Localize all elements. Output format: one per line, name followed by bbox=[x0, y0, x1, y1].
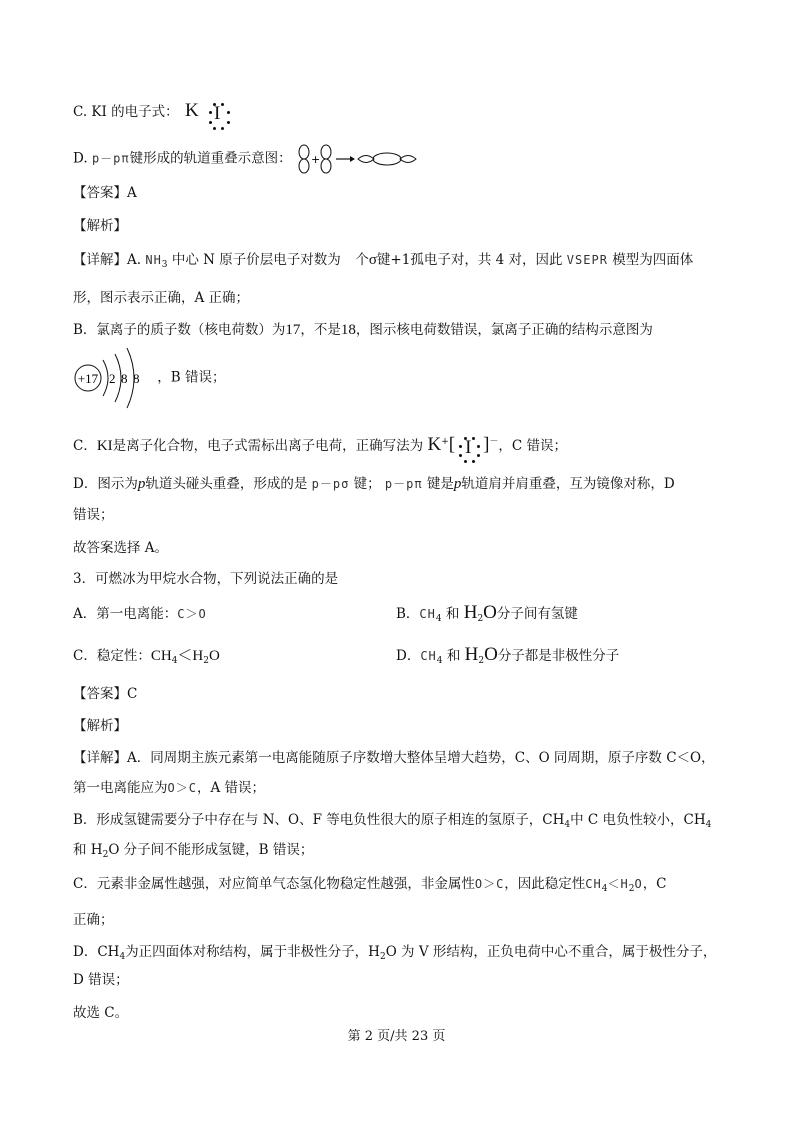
detail-2-i: D 错误； bbox=[73, 972, 129, 988]
detail-2-f: C．元素非金属性越强，对应简单气态氢化物稳定性越强，非金属性O＞C，因此稳定性$CH_4<H_2O$，C bbox=[73, 876, 667, 894]
option-a: A．第一电离能：C＞O bbox=[73, 606, 207, 622]
option-b: B．$CH_4$ 和 $H_2O$分子间有氢键 bbox=[396, 602, 578, 624]
detail-2-e: 和 $H_2O$ 分子间不能形成氢键，B 错误； bbox=[73, 842, 314, 860]
detail-2-d: B．形成氢键需要分子中存在与 N、O、F 等电负性很大的原子相连的氢原子，$CH_4$中 C 电负性较小，$CH_4$ bbox=[73, 812, 712, 830]
conclusion-1: 故答案选择 A。 bbox=[73, 540, 169, 556]
detail-2-a: 【详解】A．同周期主族元素第一电离能随原子序数增大整体呈增大趋势，C、O 同周期，原子序数 C＜O， bbox=[73, 750, 715, 766]
option-c-ki-line bbox=[73, 100, 233, 122]
svg-text:2: 2 bbox=[109, 371, 116, 386]
answer-2: 【答案】C bbox=[73, 686, 138, 702]
question-3: 3．可燃冰为甲烷水合物，下列说法正确的是 bbox=[73, 571, 339, 587]
i-symbol: I bbox=[213, 103, 221, 124]
option-c-text: C. KI 的电子式： bbox=[73, 104, 179, 120]
chloride-structure-line: +17 2 8 8 ，B 错误； bbox=[73, 346, 226, 410]
detail-2-b: 第一电离能应为O＞C，A 错误； bbox=[73, 780, 265, 796]
detail-2-h: D．$CH_4$为正四面体对称结构，属于非极性分子，$H_2O$ 为 V 形结构，正负电荷中心不重合，属于极性分子， bbox=[73, 944, 717, 962]
conclusion-2: 故选 C。 bbox=[73, 1005, 129, 1021]
answer-1: 【答案】A bbox=[73, 185, 137, 201]
nucleus-label: +17 bbox=[77, 371, 99, 386]
k-plus-i-minus-formula: K+[ I ]－ bbox=[427, 434, 498, 456]
k-symbol: K bbox=[184, 100, 199, 121]
c-explanation: C．KI是离子化合物，电子式需标出离子电荷，正确写法为 K+[ I ]－，C 错误； bbox=[73, 434, 567, 456]
detail-2-g: 正确； bbox=[73, 912, 114, 928]
d-explanation-cont: 错误； bbox=[73, 507, 114, 523]
svg-text:8: 8 bbox=[121, 371, 128, 386]
ki-electron-formula bbox=[185, 100, 233, 122]
analysis-1: 【解析】 bbox=[73, 218, 127, 234]
analysis-2: 【解析】 bbox=[73, 718, 127, 734]
option-d: D．$CH_4$ 和 $H_2O$分子都是非极性分子 bbox=[396, 644, 620, 666]
d-explanation: D．图示为p轨道头碰头重叠，形成的是 p－pσ 键； p－pπ 键是p轨道肩并肩重叠，互为镜像对称，D bbox=[73, 476, 675, 492]
detail-1-line: 【详解】A. $NH_3$ 中心 N 原子价层电子对数为 个σ键+1孤电子对，共 4 对，因此 VSEPR 模型为四面体 bbox=[73, 252, 694, 270]
svg-text:+: + bbox=[310, 153, 321, 166]
detail-1-cont: 形，图示表示正确，A 正确； bbox=[73, 290, 250, 306]
chloride-ion-diagram bbox=[73, 346, 153, 410]
b-explanation: B．氯离子的质子数（核电荷数）为17，不是18，图示核电荷数错误，氯离子正确的结构示意图为 bbox=[73, 322, 653, 338]
svg-text:8: 8 bbox=[133, 371, 140, 386]
orbital-overlap-diagram bbox=[296, 144, 426, 174]
page-footer: 第 2 页/共 23 页 bbox=[347, 1029, 446, 1044]
option-c: C．稳定性：$CH_4<H_2O$ bbox=[73, 648, 220, 666]
option-d-line: D. p－pπ键形成的轨道重叠示意图： + bbox=[73, 144, 426, 174]
